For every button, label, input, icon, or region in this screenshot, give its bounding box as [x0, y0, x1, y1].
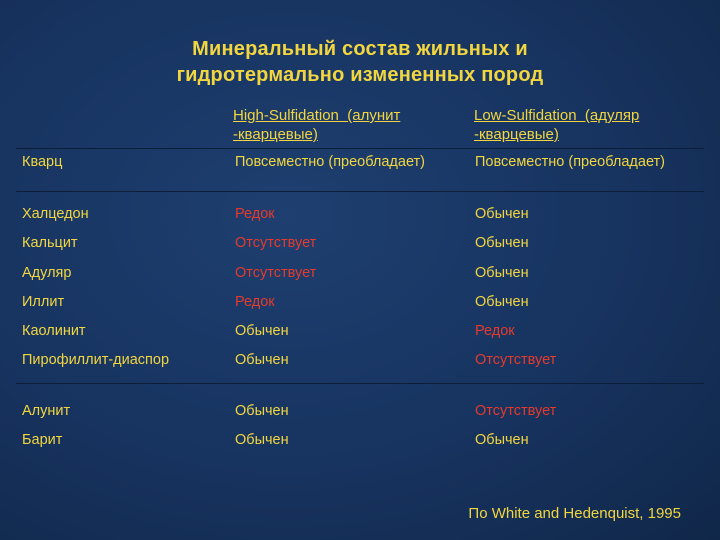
row-divider	[16, 383, 704, 384]
column-header-low-sulfidation-line-2: -кварцевые)	[474, 126, 559, 143]
mineral-name: Пирофиллит-диаспор	[22, 352, 170, 368]
high-sulfidation-value: Повсеместно (преобладает)	[235, 154, 425, 170]
low-sulfidation-value: Обычен	[475, 265, 529, 281]
high-sulfidation-value: Отсутствует	[235, 235, 317, 251]
low-sulfidation-value: Повсеместно (преобладает)	[475, 154, 665, 170]
mineral-name: Алунит	[22, 403, 71, 419]
slide-title-line-2: гидротермально измененных пород	[176, 64, 544, 86]
table-row	[0, 263, 720, 283]
high-sulfidation-value: Обычен	[235, 323, 289, 339]
high-sulfidation-value: Обычен	[235, 352, 289, 368]
low-sulfidation-value: Редок	[475, 323, 515, 339]
low-sulfidation-value: Отсутствует	[475, 403, 557, 419]
low-sulfidation-value: Обычен	[475, 206, 529, 222]
table-row	[0, 430, 720, 450]
column-header-high-sulfidation-line-2: -кварцевые)	[233, 126, 318, 143]
low-sulfidation-value: Отсутствует	[475, 352, 557, 368]
table-row	[0, 292, 720, 312]
high-sulfidation-value: Отсутствует	[235, 265, 317, 281]
mineral-name: Кварц	[22, 154, 63, 170]
high-sulfidation-value: Редок	[235, 294, 275, 310]
header-divider	[16, 148, 704, 149]
low-sulfidation-value: Обычен	[475, 432, 529, 448]
mineral-name: Адуляр	[22, 265, 72, 281]
mineral-name: Каолинит	[22, 323, 86, 339]
low-sulfidation-value: Обычен	[475, 294, 529, 310]
column-header-high-sulfidation-line-1: High-Sulfidation (алунит	[233, 107, 401, 124]
column-header-low-sulfidation-line-1: Low-Sulfidation (адуляр	[474, 107, 640, 124]
citation: По White and Hedenquist, 1995	[468, 505, 681, 522]
high-sulfidation-value: Обычен	[235, 403, 289, 419]
column-header-low-sulfidation	[474, 106, 639, 144]
mineral-name: Иллит	[22, 294, 65, 310]
column-header-high-sulfidation	[233, 106, 400, 144]
mineral-name: Барит	[22, 432, 63, 448]
row-divider	[16, 191, 704, 192]
mineral-name: Халцедон	[22, 206, 89, 222]
table-row	[0, 204, 720, 224]
table-row	[0, 321, 720, 341]
table-row	[0, 401, 720, 421]
table-row	[0, 152, 720, 172]
high-sulfidation-value: Редок	[235, 206, 275, 222]
slide-title	[0, 36, 720, 88]
table-row	[0, 233, 720, 253]
slide-title-line-1: Минеральный состав жильных и	[192, 38, 528, 60]
high-sulfidation-value: Обычен	[235, 432, 289, 448]
table-row	[0, 350, 720, 370]
mineral-name: Кальцит	[22, 235, 78, 251]
low-sulfidation-value: Обычен	[475, 235, 529, 251]
